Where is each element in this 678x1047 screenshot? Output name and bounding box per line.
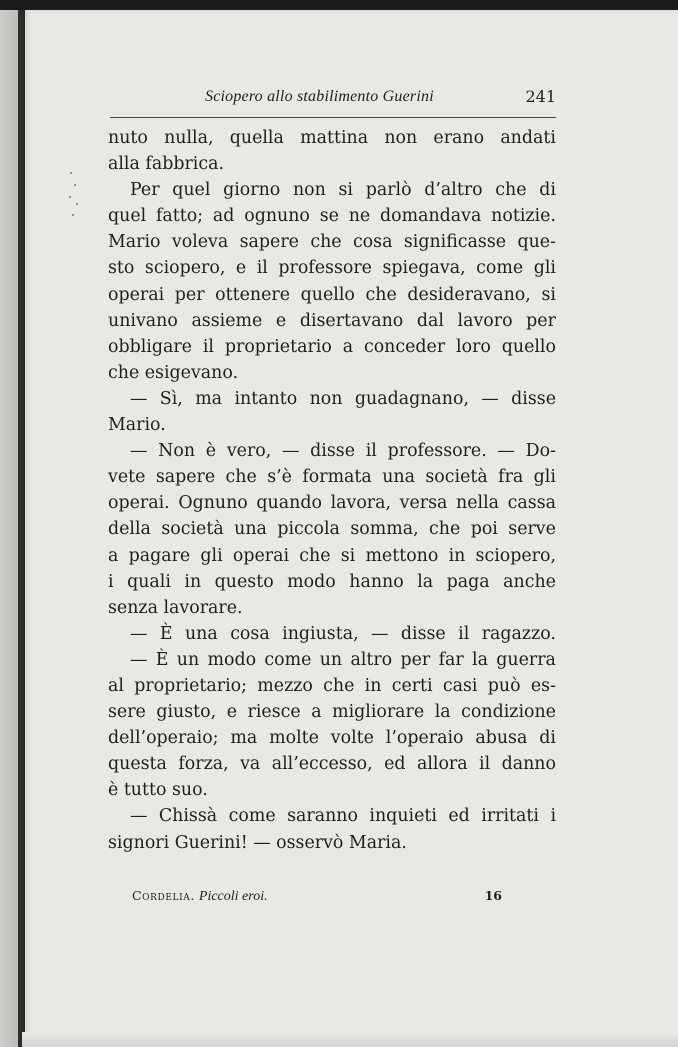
word: guadagnano, bbox=[354, 388, 469, 409]
word: fra bbox=[498, 467, 524, 488]
word: sciopero, bbox=[475, 545, 556, 566]
word: la bbox=[434, 702, 451, 723]
page-number: 241 bbox=[525, 87, 556, 106]
word: il bbox=[458, 623, 470, 644]
word: in bbox=[184, 571, 202, 592]
word: gli bbox=[533, 258, 556, 279]
word: operai. bbox=[108, 493, 170, 514]
word: intanto bbox=[234, 388, 298, 409]
word: anche bbox=[503, 571, 556, 592]
text-line bbox=[108, 255, 556, 281]
word: hanno bbox=[349, 571, 404, 592]
word: per bbox=[526, 310, 556, 331]
word: professore. bbox=[387, 441, 487, 462]
word: irritati bbox=[481, 806, 539, 827]
word: voleva bbox=[171, 232, 229, 253]
footer-author: Cordelia. bbox=[132, 888, 195, 903]
word: quali bbox=[127, 571, 171, 592]
word: Sì, bbox=[159, 388, 183, 409]
word: obbligare bbox=[108, 336, 192, 357]
word: d’altro bbox=[424, 180, 483, 201]
word: ma bbox=[195, 388, 223, 409]
word: al bbox=[108, 675, 124, 696]
word: — bbox=[130, 441, 148, 462]
scan-top-border bbox=[0, 0, 678, 10]
word: che bbox=[323, 675, 355, 696]
text-line bbox=[108, 125, 556, 151]
text-line bbox=[108, 203, 556, 229]
word: notizie. bbox=[491, 206, 556, 227]
text-line bbox=[108, 725, 556, 751]
word: quello bbox=[501, 336, 556, 357]
word: che bbox=[299, 545, 331, 566]
word: saranno bbox=[287, 806, 358, 827]
word: — bbox=[371, 623, 389, 644]
word: non bbox=[292, 180, 326, 201]
word: sapere bbox=[239, 232, 299, 253]
word: va bbox=[240, 754, 261, 775]
word: e bbox=[226, 702, 237, 723]
word: si bbox=[340, 545, 356, 566]
word: somma, bbox=[350, 519, 419, 540]
word: È bbox=[155, 649, 169, 670]
word: operai bbox=[232, 545, 290, 566]
word: all’eccesso, bbox=[271, 754, 373, 775]
word: ma bbox=[230, 728, 258, 749]
word: si bbox=[541, 284, 556, 305]
word: serve bbox=[508, 519, 556, 540]
word: nuto bbox=[108, 128, 148, 148]
word: il bbox=[202, 336, 214, 357]
word: casi bbox=[442, 675, 478, 696]
word: andati bbox=[500, 128, 556, 148]
word: di bbox=[539, 180, 556, 201]
word: — bbox=[481, 388, 499, 409]
word: sapere bbox=[155, 467, 216, 488]
text-line bbox=[108, 438, 556, 464]
word: spiegava, bbox=[382, 258, 466, 279]
word: vero, bbox=[226, 441, 272, 462]
text-line bbox=[108, 490, 556, 516]
word: que- bbox=[517, 232, 556, 253]
word: quella bbox=[229, 128, 284, 148]
word: loro bbox=[456, 336, 491, 357]
word: Mario bbox=[108, 232, 161, 253]
word: ingiusta, bbox=[282, 623, 359, 644]
word: molte bbox=[269, 728, 319, 749]
word: formata bbox=[302, 467, 372, 488]
text-line-content: senza lavorare. bbox=[108, 597, 243, 618]
word: significasse bbox=[403, 232, 507, 253]
word: i bbox=[108, 571, 114, 592]
text-line bbox=[108, 777, 556, 803]
text-line bbox=[108, 360, 556, 386]
word: società bbox=[425, 467, 488, 488]
word: sciopero, bbox=[144, 258, 226, 279]
book-spine-shadow bbox=[18, 10, 25, 1047]
footer-title: Piccoli eroi. bbox=[198, 889, 268, 904]
word: es- bbox=[530, 675, 556, 696]
word: sere bbox=[108, 702, 146, 723]
word: lavora, bbox=[330, 493, 392, 514]
word: disertavano bbox=[299, 310, 404, 331]
word: nulla, bbox=[164, 128, 214, 148]
word: una bbox=[184, 623, 218, 644]
word: quello bbox=[300, 284, 355, 305]
word: s’è bbox=[267, 467, 292, 488]
word: i bbox=[550, 806, 556, 827]
word: ed bbox=[384, 754, 406, 775]
word: — bbox=[130, 806, 148, 827]
text-line bbox=[108, 151, 556, 177]
word: disse bbox=[310, 441, 355, 462]
text-line bbox=[108, 412, 556, 438]
word: questa bbox=[108, 754, 167, 775]
text-line bbox=[108, 543, 556, 569]
word: una bbox=[382, 467, 415, 488]
word: paga bbox=[446, 571, 490, 592]
word: guerra bbox=[496, 649, 556, 670]
word: la bbox=[417, 571, 434, 592]
word: che bbox=[225, 467, 257, 488]
word: della bbox=[108, 519, 151, 540]
word: conceder bbox=[363, 336, 446, 357]
word: disse bbox=[511, 388, 556, 409]
text-line bbox=[108, 464, 556, 490]
running-title: Sciopero allo stabilimento Guerini bbox=[205, 88, 434, 105]
word: non bbox=[384, 128, 418, 148]
word: migliorare bbox=[332, 702, 425, 723]
signature-mark: 16 bbox=[484, 888, 502, 903]
word: come bbox=[476, 258, 524, 279]
word: poi bbox=[470, 519, 498, 540]
word: Ognuno bbox=[178, 493, 248, 514]
word: a bbox=[108, 545, 119, 566]
word: — bbox=[130, 649, 148, 670]
word: modo bbox=[207, 649, 257, 670]
word: il bbox=[256, 258, 268, 279]
word: per bbox=[174, 284, 205, 305]
word: operai bbox=[108, 284, 165, 305]
word: professore bbox=[278, 258, 372, 279]
word: desideravano, bbox=[407, 284, 531, 305]
word: riesce bbox=[247, 702, 301, 723]
word: una bbox=[234, 519, 267, 540]
word: pagare bbox=[128, 545, 191, 566]
word: domandava bbox=[380, 206, 482, 227]
word: proprietario bbox=[224, 336, 332, 357]
text-line bbox=[108, 699, 556, 725]
word: un bbox=[319, 649, 343, 670]
word: che bbox=[495, 180, 527, 201]
word: versa bbox=[399, 493, 448, 514]
word: altro bbox=[350, 649, 393, 670]
word: come bbox=[228, 806, 276, 827]
word: Do- bbox=[525, 441, 556, 462]
word: il bbox=[479, 754, 491, 775]
text-line bbox=[108, 308, 556, 334]
word: può bbox=[487, 675, 521, 696]
word: volte bbox=[330, 728, 374, 749]
word: disse bbox=[400, 623, 446, 644]
text-line bbox=[108, 334, 556, 360]
word: univano bbox=[108, 310, 178, 331]
text-line bbox=[108, 751, 556, 777]
text-line-content: che esigevano. bbox=[108, 362, 239, 383]
text-line bbox=[108, 621, 556, 647]
word: mezzo bbox=[257, 675, 313, 696]
word: non bbox=[309, 388, 343, 409]
word: e bbox=[275, 310, 287, 331]
word: in bbox=[448, 545, 466, 566]
word: giorno bbox=[223, 180, 281, 201]
word: far bbox=[438, 649, 464, 670]
word: dal bbox=[416, 310, 444, 331]
word: ad bbox=[212, 206, 235, 227]
page-bottom-edge bbox=[22, 1032, 678, 1047]
word: sto bbox=[108, 258, 135, 279]
word: che bbox=[310, 232, 342, 253]
word: Chissà bbox=[158, 806, 218, 827]
word: fatto; bbox=[155, 206, 204, 227]
word: — bbox=[497, 441, 515, 462]
word: ed bbox=[448, 806, 470, 827]
word: in bbox=[364, 675, 382, 696]
word: danno bbox=[501, 754, 556, 775]
text-line bbox=[108, 647, 556, 673]
word: il bbox=[365, 441, 377, 462]
text-line bbox=[108, 386, 556, 412]
word: a bbox=[342, 336, 354, 357]
word: l’operaio bbox=[385, 728, 464, 749]
word: cassa bbox=[507, 493, 556, 514]
word: vete bbox=[108, 467, 146, 488]
text-line bbox=[108, 516, 556, 542]
text-line bbox=[108, 177, 556, 203]
word: Non bbox=[158, 441, 196, 462]
word: ne bbox=[348, 206, 371, 227]
word: società bbox=[161, 519, 224, 540]
word: se bbox=[319, 206, 339, 227]
word: gli bbox=[533, 467, 556, 488]
word: ottenere bbox=[215, 284, 291, 305]
word: lavoro bbox=[457, 310, 513, 331]
word: certi bbox=[391, 675, 433, 696]
word: è bbox=[205, 441, 217, 462]
text-line bbox=[108, 569, 556, 595]
word: che bbox=[429, 519, 461, 540]
text-line bbox=[108, 803, 556, 829]
word: condizione bbox=[461, 702, 556, 723]
word: È bbox=[159, 623, 173, 644]
text-line-content: Mario. bbox=[108, 415, 166, 436]
word: si bbox=[338, 180, 353, 201]
text-line-content: alla fabbrica. bbox=[108, 154, 224, 175]
word: — bbox=[282, 441, 300, 462]
paper-specks bbox=[66, 170, 86, 230]
word: mettono bbox=[365, 545, 439, 566]
word: modo bbox=[287, 571, 336, 592]
word: cosa bbox=[352, 232, 393, 253]
word: parlò bbox=[365, 180, 412, 201]
word: dell’operaio; bbox=[108, 728, 219, 749]
word: per bbox=[400, 649, 431, 670]
word: mattina bbox=[300, 128, 369, 148]
word: quel bbox=[172, 180, 211, 201]
facing-page-edge bbox=[0, 10, 18, 1047]
word: forza, bbox=[178, 754, 229, 775]
text-line bbox=[108, 673, 556, 699]
word: giusto, bbox=[156, 702, 217, 723]
word: questo bbox=[214, 571, 274, 592]
word: cosa bbox=[230, 623, 270, 644]
word: di bbox=[539, 728, 556, 749]
word: — bbox=[130, 623, 148, 644]
word: erano bbox=[433, 128, 485, 148]
page-footer bbox=[132, 888, 502, 908]
text-line-content: signori Guerini! — osservò Maria. bbox=[108, 832, 407, 853]
word: nella bbox=[456, 493, 500, 514]
text-line bbox=[108, 830, 556, 856]
text-line bbox=[108, 595, 556, 621]
word: Per bbox=[130, 180, 160, 201]
word: ragazzo. bbox=[481, 623, 556, 644]
word: ognuno bbox=[244, 206, 310, 227]
word: che bbox=[365, 284, 397, 305]
word: abusa bbox=[475, 728, 528, 749]
word: piccola bbox=[277, 519, 340, 540]
word: assieme bbox=[191, 310, 263, 331]
word: a bbox=[311, 702, 322, 723]
word: come bbox=[264, 649, 312, 670]
word: e bbox=[235, 258, 247, 279]
word: inquieti bbox=[369, 806, 437, 827]
word: quando bbox=[256, 493, 322, 514]
running-header bbox=[110, 84, 556, 114]
text-line bbox=[108, 282, 556, 308]
word: quel bbox=[108, 206, 147, 227]
word: proprietario; bbox=[134, 675, 247, 696]
word: gli bbox=[200, 545, 223, 566]
word: — bbox=[130, 388, 148, 409]
text-line-content: è tutto suo. bbox=[108, 780, 208, 801]
word: allora bbox=[416, 754, 468, 775]
word: la bbox=[472, 649, 488, 670]
header-rule bbox=[110, 117, 556, 118]
text-line bbox=[108, 229, 556, 255]
word: un bbox=[176, 649, 200, 670]
body-text bbox=[108, 125, 556, 856]
